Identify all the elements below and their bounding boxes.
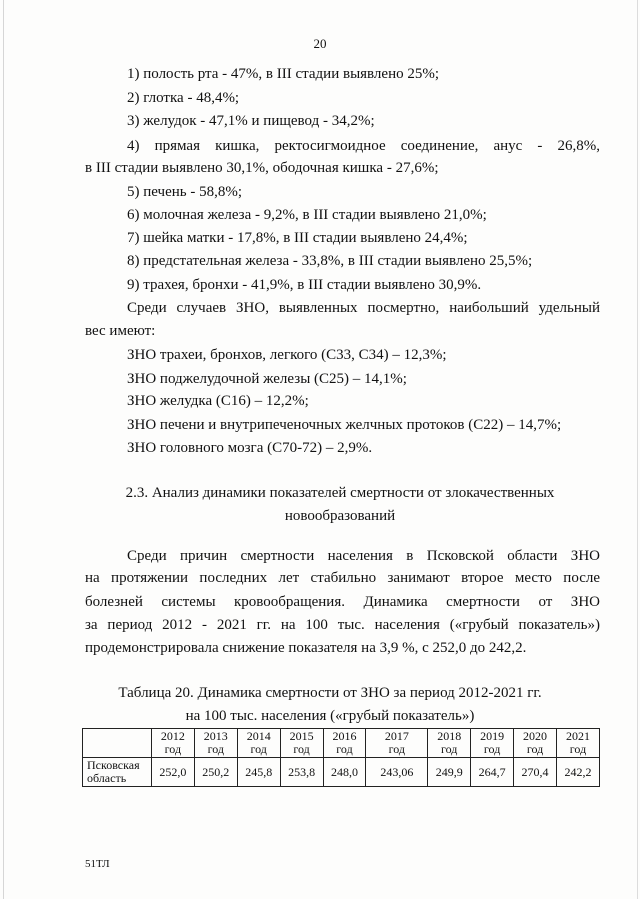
postmortem-item: ЗНО головного мозга (С70-72) – 2,9%. xyxy=(127,440,373,456)
footer-code: 51ТЛ xyxy=(85,858,110,870)
table-cell: 242,2 xyxy=(556,758,599,787)
list-item: 5) печень - 58,8%; xyxy=(127,184,243,200)
table-cell: 243,06 xyxy=(366,758,428,787)
table-header-cell: 2020 год xyxy=(514,729,557,758)
paragraph-line: болезней системы кровообращения. Динамика смертности от ЗНО xyxy=(85,594,600,610)
table-header-cell: 2021 год xyxy=(556,729,599,758)
postmortem-item: ЗНО желудка (С16) – 12,2%; xyxy=(127,393,309,409)
section-heading: 2.3. Анализ динамики показателей смертности от злокачественных xyxy=(125,485,555,501)
table-cell: 249,9 xyxy=(428,758,471,787)
table-cell: 248,0 xyxy=(323,758,366,787)
table-header-cell: 2012 год xyxy=(151,729,194,758)
table-cell: 270,4 xyxy=(514,758,557,787)
table-cell: 264,7 xyxy=(471,758,514,787)
list-item: 7) шейка матки - 17,8%, в III стадии выявлено 24,4%; xyxy=(127,230,468,246)
table-header-empty xyxy=(83,729,152,758)
list-item-continuation: в III стадии выявлено 30,1%, ободочная кишка - 27,6%; xyxy=(85,160,439,176)
table-cell: 252,0 xyxy=(151,758,194,787)
table-header-cell: 2017 год xyxy=(366,729,428,758)
list-item: 2) глотка - 48,4%; xyxy=(127,90,240,106)
list-item: 6) молочная железа - 9,2%, в III стадии выявлено 21,0%; xyxy=(127,207,487,223)
table-header-cell: 2019 год xyxy=(471,729,514,758)
table-cell: 253,8 xyxy=(280,758,323,787)
table-cell: 245,8 xyxy=(237,758,280,787)
table-row xyxy=(83,758,600,787)
list-item: 1) полость рта - 47%, в III стадии выявлено 25%; xyxy=(127,66,440,82)
scan-edge-left xyxy=(3,0,4,899)
table-header-cell: 2018 год xyxy=(428,729,471,758)
postmortem-item: ЗНО трахеи, бронхов, легкого (С33, С34) – 12,3%; xyxy=(127,347,447,363)
page-number: 20 xyxy=(313,36,327,51)
paragraph-line: на протяжении последних лет стабильно занимают второе место после xyxy=(85,570,600,586)
list-item: 3) желудок - 47,1% и пищевод - 34,2%; xyxy=(127,113,375,129)
scan-edge-right xyxy=(637,0,638,899)
table-header-cell: 2015 год xyxy=(280,729,323,758)
table-header-cell: 2013 год xyxy=(194,729,237,758)
table-caption: на 100 тыс. населения («грубый показатель») xyxy=(185,708,475,724)
section-heading: новообразований xyxy=(284,508,396,524)
paragraph-line: продемонстрировала снижение показателя на 3,9 %, с 252,0 до 242,2. xyxy=(85,640,527,656)
postmortem-item: ЗНО поджелудочной железы (С25) – 14,1%; xyxy=(127,371,407,387)
list-item: 4) прямая кишка, ректосигмоидное соединение, анус - 26,8%, xyxy=(127,138,600,154)
postmortem-intro: Среди случаев ЗНО, выявленных посмертно, наибольший удельный xyxy=(127,300,600,316)
list-item: 9) трахея, бронхи - 41,9%, в III стадии выявлено 30,9%. xyxy=(127,277,482,293)
table-header-cell: 2014 год xyxy=(237,729,280,758)
table-row-label: Псковская область xyxy=(83,758,152,787)
table-header-cell: 2016 год xyxy=(323,729,366,758)
table-caption: Таблица 20. Динамика смертности от ЗНО за период 2012-2021 гг. xyxy=(118,685,542,701)
postmortem-intro: вес имеют: xyxy=(85,323,156,339)
table-cell: 250,2 xyxy=(194,758,237,787)
paragraph-line: Среди причин смертности населения в Псковской области ЗНО xyxy=(127,548,600,564)
list-item: 8) предстательная железа - 33,8%, в III стадии выявлено 25,5%; xyxy=(127,253,533,269)
mortality-table xyxy=(82,728,600,787)
postmortem-item: ЗНО печени и внутрипеченочных желчных протоков (С22) – 14,7%; xyxy=(127,417,562,433)
paragraph-line: за период 2012 - 2021 гг. на 100 тыс. населения («грубый показатель») xyxy=(85,617,600,633)
table-header-row xyxy=(83,729,600,758)
